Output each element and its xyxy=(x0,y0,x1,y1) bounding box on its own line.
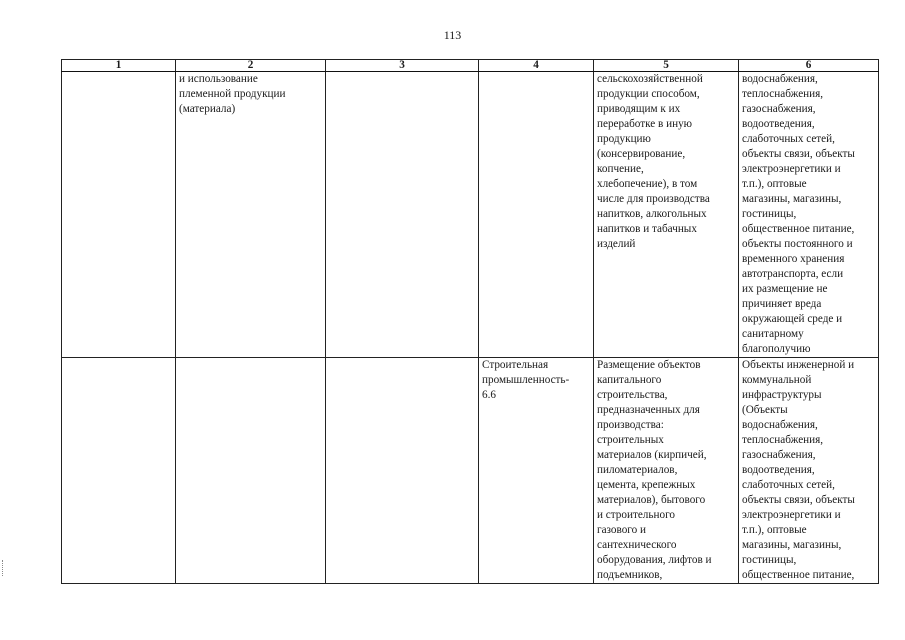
row1-col6: водоснабжения, теплоснабжения, газоснабжения, водоотведения, слаботочных сетей, объекты связи, объекты электроэнергетики и т.п.), оптовые магазины, магазины, гостиницы, общественное питание, объекты постоянного и временного хранения автотранспорта, если их размещение не причиняет вреда окружающей среде и санитарному благополучию xyxy=(739,72,879,358)
table-row xyxy=(62,358,879,584)
regulation-table xyxy=(61,59,879,584)
row1-col1 xyxy=(62,72,176,358)
row1-col4 xyxy=(479,72,594,358)
row1-col3 xyxy=(326,72,479,358)
header-cell-1: 1 xyxy=(62,60,176,72)
row1-col5: сельскохозяйственной продукции способом, приводящим к их переработке в иную продукцию (консервирование, копчение, хлебопечение), в том числе для производства напитков, алкогольных напитков и табачных изделий xyxy=(594,72,739,358)
row1-col2: и использование племенной продукции (материала) xyxy=(176,72,326,358)
row2-col6: Объекты инженерной и коммунальной инфраструктуры (Объекты водоснабжения, теплоснабжения, газоснабжения, водоотведения, слаботочных сетей, объекты связи, объекты электроэнергетики и т.п.), оптовые магазины, магазины, гостиницы, общественное питание, xyxy=(739,358,879,584)
row2-col2 xyxy=(176,358,326,584)
header-cell-4: 4 xyxy=(479,60,594,72)
scan-edge-mark xyxy=(2,560,6,576)
row2-col5: Размещение объектов капитального строительства, предназначенных для производства: строительных материалов (кирпичей, пиломатериалов, цемента, крепежных материалов), бытового и строительного газового и сантехнического оборудования, лифтов и подъемников, xyxy=(594,358,739,584)
header-cell-6: 6 xyxy=(739,60,879,72)
row2-col1 xyxy=(62,358,176,584)
row2-col4: Строительная промышленность- 6.6 xyxy=(479,358,594,584)
header-cell-5: 5 xyxy=(594,60,739,72)
header-cell-2: 2 xyxy=(176,60,326,72)
page-number: 113 xyxy=(443,28,462,42)
table-row xyxy=(62,72,879,358)
header-cell-3: 3 xyxy=(326,60,479,72)
row2-col3 xyxy=(326,358,479,584)
table-header-row xyxy=(62,60,879,72)
